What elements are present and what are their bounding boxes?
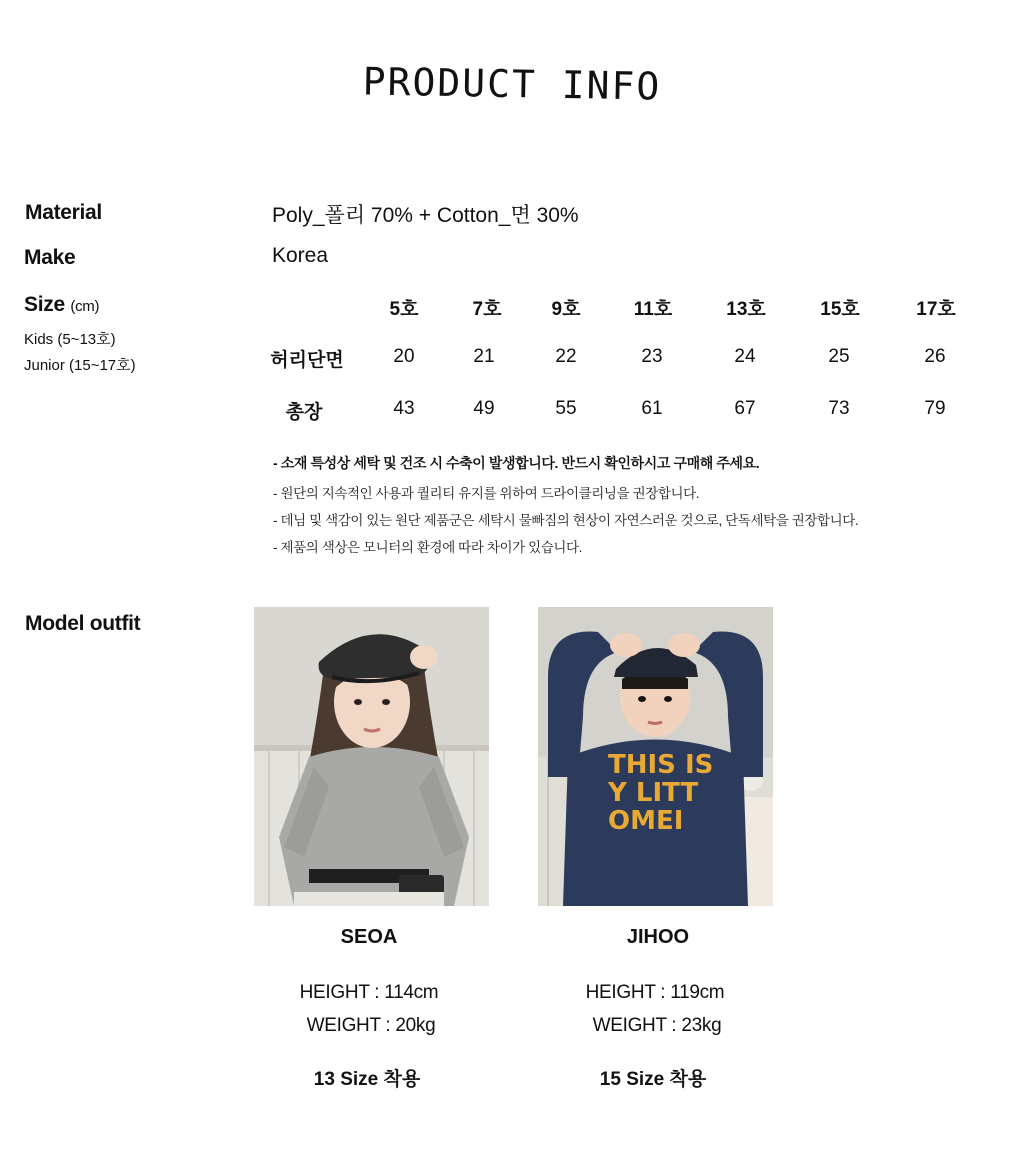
size-col-header: 11호 bbox=[633, 299, 673, 320]
page-title: PRODUCT INFO bbox=[362, 59, 662, 109]
model-size-worn: 13 Size 착용 bbox=[313, 1069, 421, 1090]
size-col-header: 5호 bbox=[389, 299, 419, 320]
shirt-print-line: THIS IS bbox=[608, 750, 714, 780]
shirt-print-line: OMEI bbox=[608, 806, 684, 836]
material-label: Material bbox=[25, 201, 102, 224]
model-photo-jihoo bbox=[538, 607, 773, 906]
size-cell: 24 bbox=[734, 346, 756, 367]
model-height: HEIGHT : 119cm bbox=[585, 982, 725, 1003]
model-photo-seoa-image bbox=[254, 607, 489, 906]
care-note: - 원단의 지속적인 사용과 퀄리티 유지를 위하여 드라이클리닝을 권장합니다. bbox=[273, 486, 700, 501]
material-value: Poly_폴리 70% + Cotton_면 30% bbox=[272, 204, 579, 227]
size-cell: 20 bbox=[393, 346, 415, 367]
model-weight: WEIGHT : 23kg bbox=[592, 1015, 722, 1036]
size-junior-range: Junior (15~17호) bbox=[24, 357, 136, 374]
size-cell: 23 bbox=[641, 346, 663, 367]
care-note: - 소재 특성상 세탁 및 건조 시 수축이 발생합니다. 반드시 확인하시고 구매해 주세요. bbox=[273, 455, 760, 471]
care-note: - 제품의 색상은 모니터의 환경에 따라 차이가 있습니다. bbox=[273, 540, 583, 555]
size-cell: 61 bbox=[641, 398, 663, 419]
size-label bbox=[24, 293, 99, 317]
size-cell: 22 bbox=[555, 346, 577, 367]
size-unit: (cm) bbox=[70, 298, 100, 315]
model-outfit-label: Model outfit bbox=[25, 612, 141, 635]
model-weight: WEIGHT : 20kg bbox=[306, 1015, 436, 1036]
care-note: - 데님 및 색감이 있는 원단 제품군은 세탁시 물빠짐의 현상이 자연스러운 것으로, 단독세탁을 권장합니다. bbox=[273, 513, 859, 528]
make-value: Korea bbox=[272, 244, 329, 267]
model-name: SEOA bbox=[340, 926, 398, 948]
make-label: Make bbox=[24, 246, 76, 269]
size-cell: 26 bbox=[924, 346, 946, 367]
size-cell: 49 bbox=[473, 398, 495, 419]
shirt-print-line: Y LITT bbox=[608, 778, 699, 808]
size-cell: 67 bbox=[734, 398, 756, 419]
size-cell: 25 bbox=[828, 346, 850, 367]
size-col-header: 13호 bbox=[726, 299, 766, 320]
size-cell: 79 bbox=[924, 398, 946, 419]
size-cell: 55 bbox=[555, 398, 577, 419]
size-label-text: Size bbox=[24, 293, 65, 316]
model-name: JIHOO bbox=[626, 926, 690, 948]
size-row-label: 허리단면 bbox=[270, 350, 344, 371]
size-col-header: 7호 bbox=[472, 299, 502, 320]
model-photo-seoa bbox=[254, 607, 489, 906]
size-kids-range: Kids (5~13호) bbox=[24, 331, 116, 348]
model-size-worn: 15 Size 착용 bbox=[599, 1069, 707, 1090]
model-height: HEIGHT : 114cm bbox=[299, 982, 439, 1003]
size-cell: 73 bbox=[828, 398, 850, 419]
size-row-label: 총장 bbox=[285, 402, 323, 423]
size-cell: 21 bbox=[473, 346, 495, 367]
size-col-header: 15호 bbox=[820, 299, 860, 320]
model-photo-jihoo-image bbox=[538, 607, 773, 906]
size-col-header: 9호 bbox=[551, 299, 581, 320]
size-col-header: 17호 bbox=[916, 299, 956, 320]
size-cell: 43 bbox=[393, 398, 415, 419]
